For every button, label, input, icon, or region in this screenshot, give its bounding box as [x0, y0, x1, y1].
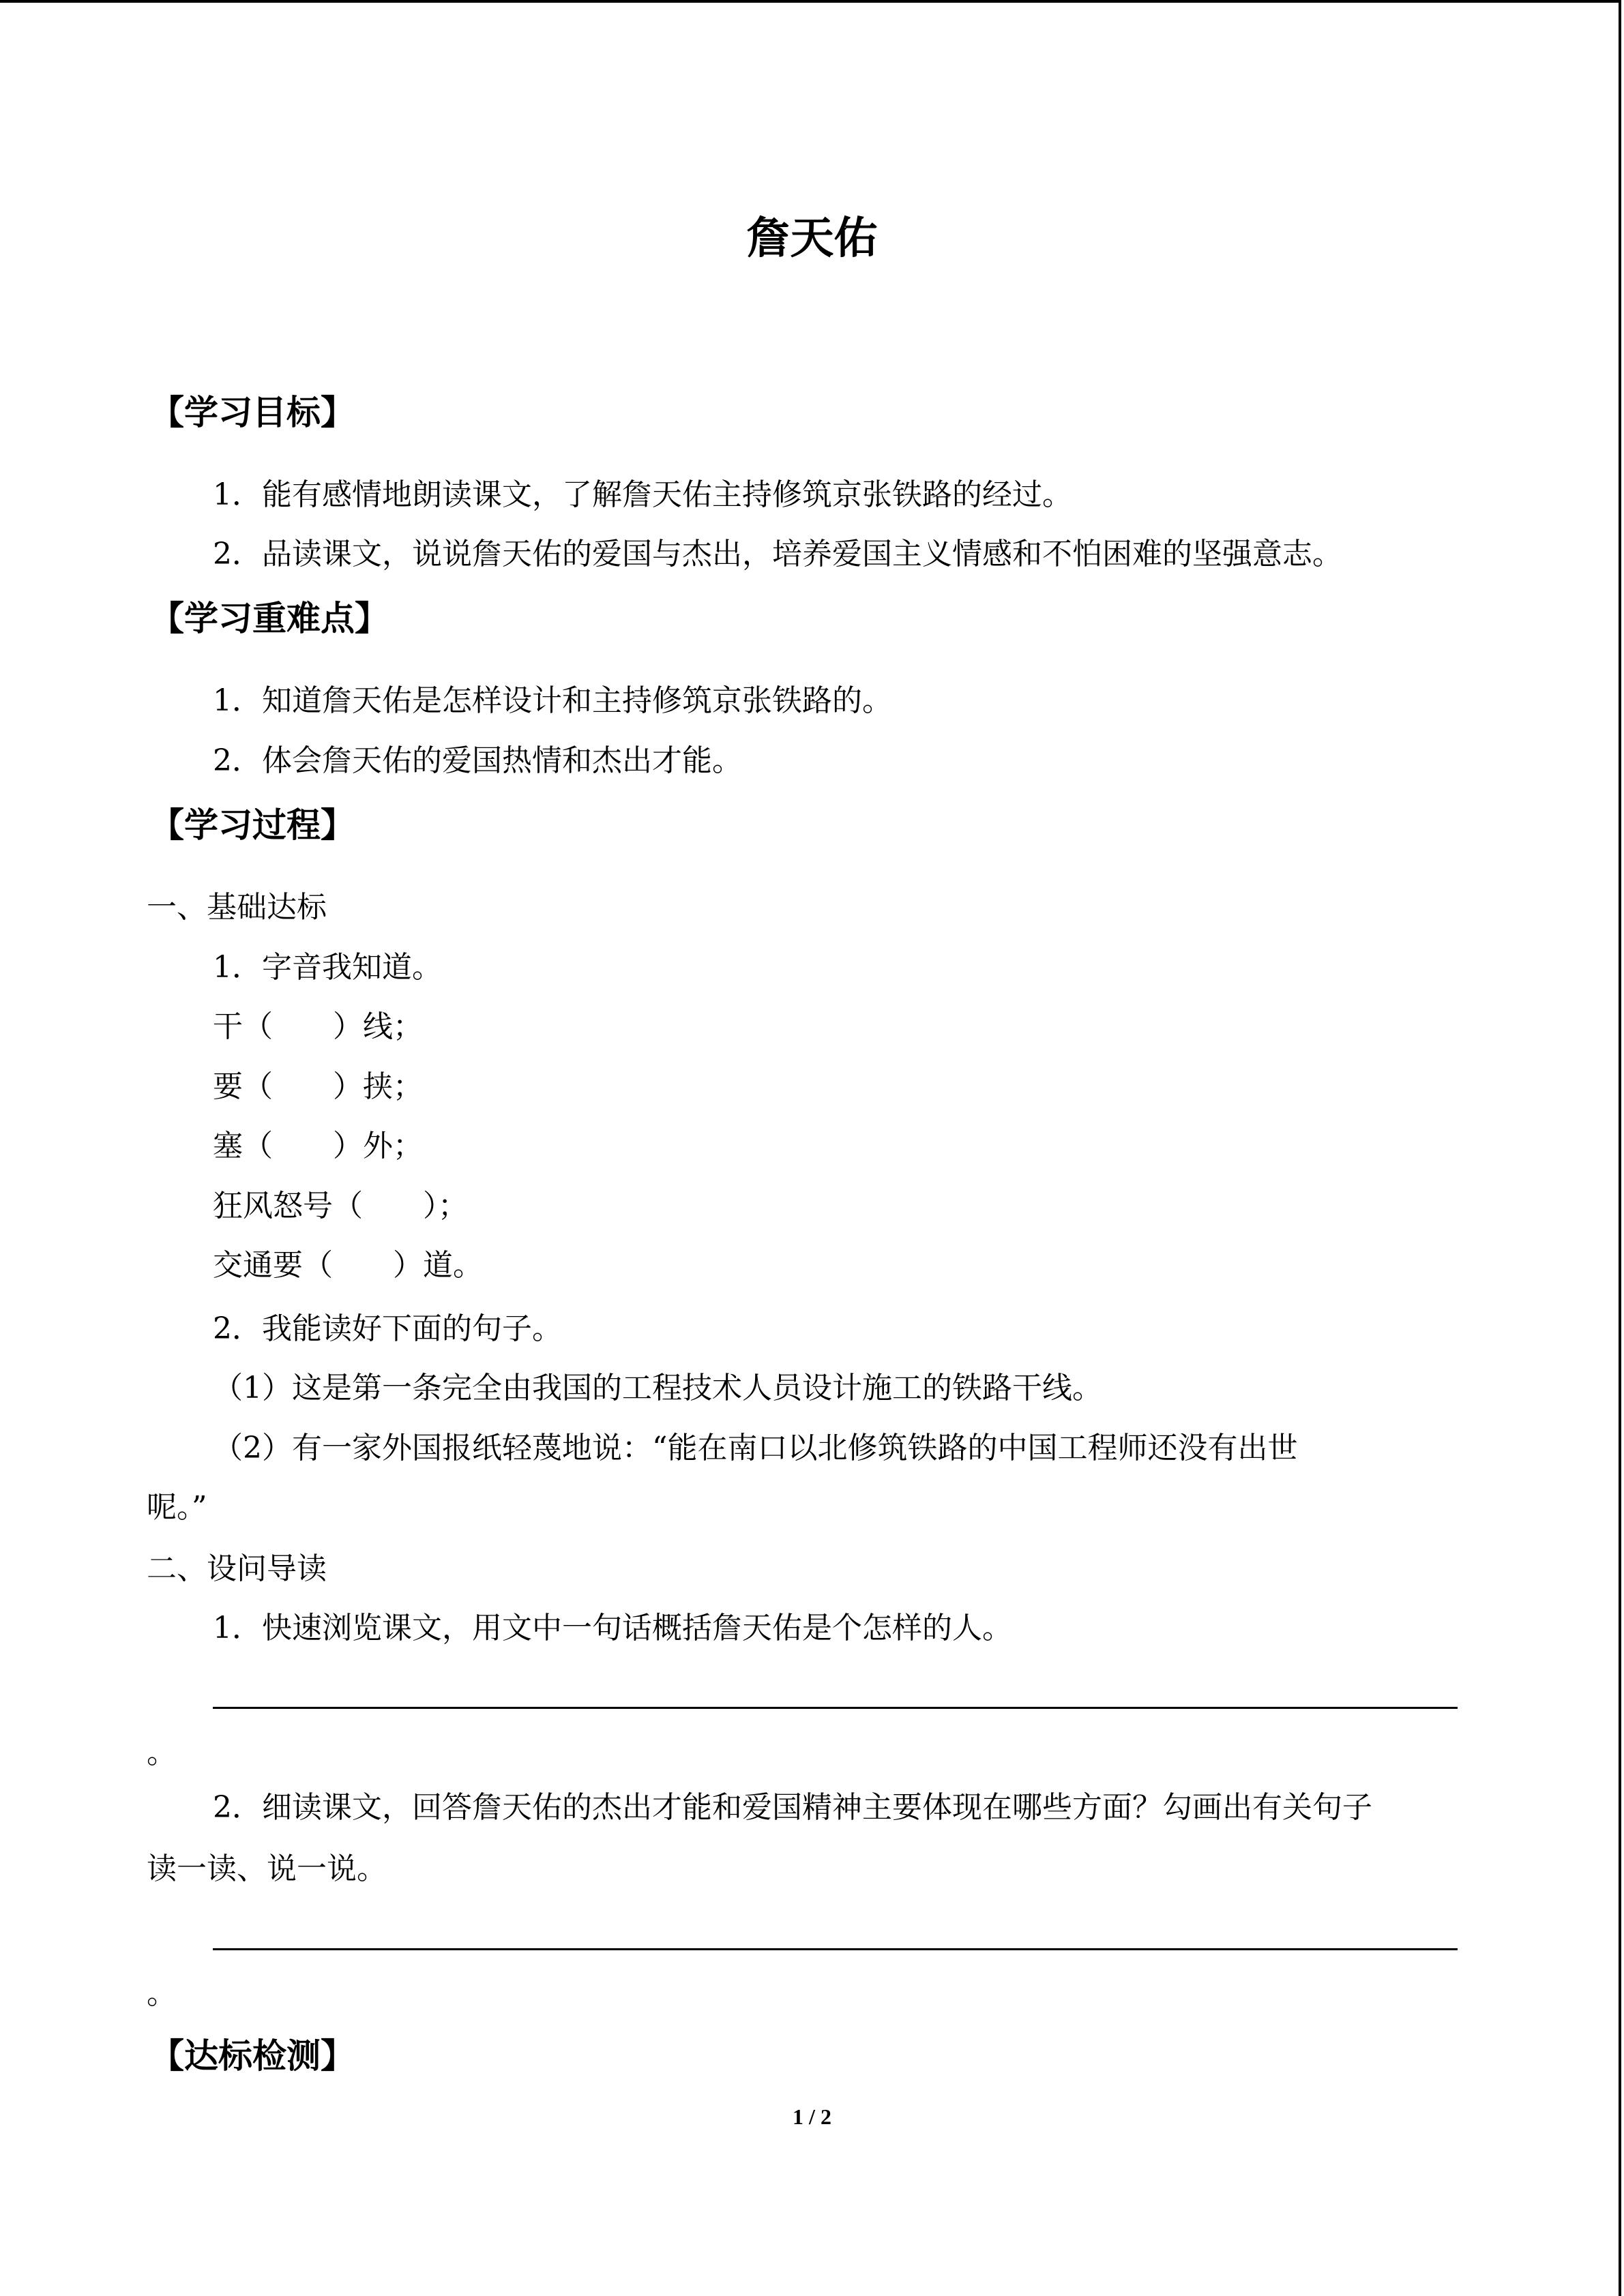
question-read-sentences: 2．我能读好下面的句子。 — [213, 1311, 562, 1346]
answer-line[interactable] — [213, 1948, 1458, 1950]
question-talent-patriotism-continued: 读一读、说一说。 — [147, 1851, 387, 1886]
pinyin-item: 交通要（ ）道。 — [213, 1248, 483, 1283]
pinyin-item: 塞（ ）外； — [213, 1129, 423, 1163]
heading-process: 【学习过程】 — [150, 805, 355, 845]
heading-key-points: 【学习重难点】 — [150, 599, 389, 638]
question-pinyin: 1．字音我知道。 — [213, 950, 442, 985]
page-number: 1 / 2 — [793, 2104, 831, 2129]
question-talent-patriotism: 2．细读课文，回答詹天佑的杰出才能和爱国精神主要体现在哪些方面？勾画出有关句子 — [213, 1790, 1372, 1825]
goal-item: 1．能有感情地朗读课文，了解詹天佑主持修筑京张铁路的经过。 — [213, 477, 1072, 512]
heading-test: 【达标检测】 — [150, 2036, 355, 2076]
section-basic-title: 一、基础达标 — [147, 890, 327, 925]
goal-item: 2．品读课文，说说詹天佑的爱国与杰出，培养爱国主义情感和不怕困难的坚强意志。 — [213, 537, 1342, 571]
pinyin-item: 干（ ）线； — [213, 1009, 423, 1044]
question-summary: 1．快速浏览课文，用文中一句话概括詹天佑是个怎样的人。 — [213, 1611, 1012, 1645]
pinyin-item: 要（ ）挟； — [213, 1069, 423, 1104]
sentence-1: （1）这是第一条完全由我国的工程技术人员设计施工的铁路干线。 — [213, 1371, 1102, 1405]
answer-end-mark: 。 — [147, 1735, 177, 1770]
key-point-item: 1．知道詹天佑是怎样设计和主持修筑京张铁路的。 — [213, 683, 892, 718]
pinyin-item: 狂风怒号（ ）； — [213, 1189, 468, 1223]
answer-line[interactable] — [213, 1707, 1458, 1709]
sentence-2: （2）有一家外国报纸轻蔑地说：“能在南口以北修筑铁路的中国工程师还没有出世 — [213, 1431, 1298, 1465]
answer-end-mark: 。 — [147, 1976, 177, 2011]
heading-goals: 【学习目标】 — [150, 393, 355, 432]
key-point-item: 2．体会詹天佑的爱国热情和杰出才能。 — [213, 743, 742, 778]
section-guided-title: 二、设问导读 — [147, 1551, 327, 1586]
sentence-2-continued: 呢。” — [147, 1490, 207, 1525]
page-title: 詹天佑 — [746, 213, 878, 264]
